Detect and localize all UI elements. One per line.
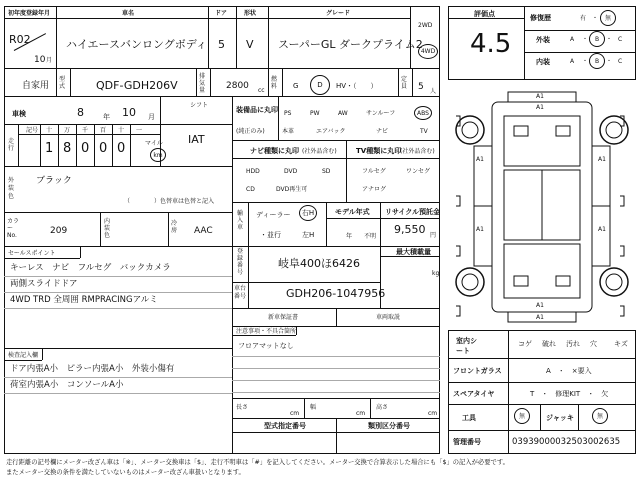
spare-items: T ・ 修理KIT ・ 欠: [530, 390, 609, 398]
fuel-d: D: [317, 81, 323, 89]
tools-circle: [514, 408, 530, 424]
digit-place-label: 千: [82, 127, 89, 134]
mile-unit: マイル: [145, 140, 163, 147]
reg-month-unit: 月: [46, 57, 53, 64]
displacement-label: 排気量: [199, 73, 206, 94]
equip-item: PS: [284, 110, 292, 117]
damage-label-a1: A1: [536, 104, 544, 111]
digit-place-label: 十: [46, 127, 53, 134]
damage-diagram: [448, 86, 636, 326]
tv-sub: (社外品含む): [400, 148, 435, 155]
model-year-unknown: 不明: [364, 233, 377, 240]
nav-sub: (社外品含む): [302, 148, 337, 155]
equip-item: AW: [338, 110, 348, 117]
sales-line: キーレス ナビ フルセグ バックカメラ: [10, 263, 171, 273]
yen-unit: 円: [430, 232, 437, 239]
fuel-hv: HV・（ ）: [336, 82, 378, 90]
exterior-grade-label: 外装: [536, 36, 550, 44]
grade-sep: ・: [582, 58, 589, 65]
grade-label: グレード: [326, 10, 351, 17]
mgmt-label: 管理番号: [453, 438, 481, 446]
import-dealer: ディーラー: [256, 211, 291, 219]
tv-item: アナログ: [362, 186, 387, 193]
car-name: ハイエースバンロングボディ: [66, 38, 207, 51]
inspector-label: 検査記入欄: [8, 352, 39, 359]
import-label: 輸入車: [237, 210, 244, 231]
model-year-label: モデル年式: [335, 208, 370, 216]
grade-sep: ・: [582, 36, 589, 43]
inspector-rule: [4, 393, 232, 394]
digit-place-label: 百: [100, 127, 107, 134]
mileage-digit: 0: [81, 141, 90, 156]
notes-rule: [232, 392, 440, 393]
nav-item: CD: [246, 186, 255, 193]
digit-divider: [40, 124, 41, 166]
shift-value: IAT: [188, 133, 205, 146]
score-value: 4.5: [470, 29, 512, 59]
nav-item: DVD: [284, 168, 298, 175]
mgmt-number: 0393900003250300263​5: [512, 437, 621, 447]
warranty-label: 新車保証書: [268, 314, 299, 321]
exterior-color: ブラック: [36, 176, 72, 186]
height-label: 高さ: [376, 404, 389, 411]
grade-letter: A: [570, 36, 575, 43]
taillamp-right: [556, 276, 570, 286]
footer-line2: またメーター交換の条件を満たしていないものはメーター改ざん車扱いとなります。: [6, 469, 245, 476]
notes-label: 注意事項・不具合箇所: [236, 328, 297, 335]
tools-label: 工具: [462, 414, 476, 422]
damage-label-a1: A1: [476, 156, 484, 163]
handle-left: 左H: [302, 231, 315, 239]
colorno-label: カラーNo.: [7, 218, 20, 239]
car-hood-panel: [504, 116, 580, 166]
doors: 5: [218, 38, 225, 51]
inspection-label: 車検: [12, 110, 26, 118]
manual-label: 車両取説: [376, 314, 401, 321]
repair-yes: 有: [580, 15, 587, 22]
exterior-note: （ ）色替車は色替と記入: [124, 198, 215, 205]
equip-item: 本革: [282, 128, 295, 135]
side-bracket-icon: [456, 306, 460, 316]
inspector-line: ドア内張A小 ピラー内張A小 外装小傷有: [10, 364, 175, 374]
inspection-month-unit: 月: [148, 113, 155, 121]
handle-right-circle: [299, 205, 317, 221]
car-diagram-svg: [448, 86, 636, 326]
seat-item: キズ: [614, 340, 628, 348]
digit-divider: [130, 124, 131, 166]
abs-circle: [414, 106, 432, 120]
tv-item: ワンセグ: [406, 168, 431, 175]
nav-item: HDD: [246, 168, 260, 175]
use-type: 自家用: [22, 81, 50, 91]
notes-rule: [232, 368, 440, 369]
registration-number: 岐阜400ほ6426: [278, 257, 360, 270]
nav-title: ナビ種類に丸印: [250, 147, 299, 155]
fuel-label: 燃料: [271, 76, 278, 90]
colorno-value: 209: [50, 226, 68, 236]
glass-items: A ・ ×要入: [546, 367, 592, 375]
grade-b-circle: [589, 31, 605, 47]
reg-month: 10: [34, 55, 46, 65]
wheel-hub-icon: [462, 274, 478, 290]
footer-line1: 走行距離の記号欄にメーター改ざん車は「※」、メーター交換車は「$」、走行不明車は「#」を記入してください。メーター交換で合算表示した場合にも「$」の記入が必要です。: [6, 459, 509, 466]
shape: V: [246, 38, 254, 51]
grade-letter: A: [570, 58, 575, 65]
doors-label: ドア: [215, 10, 227, 17]
seat-item: コゲ: [518, 340, 532, 348]
drive-2wd: 2WD: [418, 22, 433, 29]
repair-sep: ・: [592, 15, 599, 22]
tv-item: フルセグ: [362, 168, 386, 175]
nav-item: SD: [322, 168, 331, 175]
damage-label-a1: A1: [476, 226, 484, 233]
digit-divider: [76, 124, 77, 166]
equip-item: サンルーフ: [366, 110, 396, 117]
glass-label: フロントガラス: [453, 367, 502, 375]
type-number-label: 型式指定番号: [264, 422, 306, 430]
wheel-icon: [456, 268, 484, 296]
sales-rule: [4, 292, 232, 293]
mileage-digit: 1: [45, 141, 54, 156]
wheel-hub-icon: [606, 122, 622, 138]
sales-rule: [4, 308, 232, 309]
inspection-year: 8: [77, 106, 84, 119]
km-circle: [150, 148, 166, 162]
repair-no-circle: [600, 10, 616, 26]
seat-item: 破れ: [542, 340, 556, 348]
headlamp-right: [556, 126, 570, 136]
repair-no: 無: [604, 14, 611, 22]
grade-letter: C: [618, 36, 623, 43]
digit-place-label: 十: [118, 127, 125, 134]
equip-item: TV: [420, 128, 428, 135]
displacement: 2800: [226, 81, 249, 91]
nav-item: DVD再生可: [276, 186, 308, 193]
notes-rule: [232, 356, 440, 357]
recycle-label: リサイクル預託金: [385, 208, 441, 216]
km-unit: km: [153, 151, 163, 159]
taillamp-left: [514, 276, 528, 286]
side-bracket-icon: [456, 246, 460, 256]
inspector-line: 荷室内張A小 コンソールA小: [10, 380, 124, 390]
drive-4wd: 4WD: [420, 48, 436, 55]
side-bracket-icon: [456, 196, 460, 206]
width-label: 幅: [310, 404, 317, 411]
fuel-g: G: [293, 82, 299, 90]
equip-item: ナビ: [376, 128, 389, 135]
digit-divider: [112, 124, 113, 166]
grade-letter: C: [618, 58, 623, 65]
handle-right: 右H: [301, 209, 315, 217]
digit-place-label: 一: [136, 127, 143, 134]
model-label: 型式: [59, 76, 66, 90]
side-bracket-icon: [620, 246, 624, 256]
digit-place-label: 万: [64, 127, 71, 134]
width-cm: cm: [356, 410, 366, 417]
mileage-digit: 8: [63, 141, 72, 156]
grade-sep: ・: [606, 58, 613, 65]
mileage-label: 走行: [8, 138, 15, 152]
repair-label: 修復歴: [530, 14, 551, 22]
capacity-unit: 人: [430, 88, 437, 95]
exterior-label: 外装色: [8, 177, 15, 200]
length-label: 長さ: [236, 404, 249, 411]
wheel-hub-icon: [462, 122, 478, 138]
ac-label: 冷房: [171, 220, 178, 234]
tools-value: 無: [518, 412, 525, 420]
chassis-number: GDH206-1047956: [286, 287, 386, 300]
model-year-unit: 年: [346, 233, 353, 240]
import-parallel: ・並行: [260, 231, 281, 239]
seat-item: 穴: [590, 340, 597, 348]
equipment-label: 装備品に丸印: [236, 106, 278, 114]
mileage-digit: 0: [99, 141, 108, 156]
digit-divider: [58, 124, 59, 166]
grade-letter: B: [594, 57, 600, 65]
inspector-rule: [4, 377, 232, 378]
model-code: QDF-GDH206V: [96, 79, 178, 92]
notes-rule: [232, 380, 440, 381]
score-label: 評価点: [474, 10, 495, 18]
sales-line: 4WD TRD 全周囲 RMPRACINGアルミ: [10, 295, 158, 305]
fuel-d-circle: [310, 75, 330, 95]
registration-label: 登録番号: [237, 248, 244, 276]
tv-title: TV種類に丸印: [356, 147, 402, 155]
damage-label-a1: A1: [536, 302, 544, 309]
side-bracket-icon: [620, 306, 624, 316]
recycle-value: 9,550: [394, 223, 426, 236]
cc-unit: cc: [258, 87, 265, 94]
equip-item: エアバック: [316, 128, 346, 135]
kg-unit: kg: [432, 270, 440, 277]
grade-letter: B: [594, 35, 600, 43]
equipment-sublabel: (純正のみ): [236, 128, 265, 135]
grade-b-circle: [589, 53, 605, 69]
height-cm: cm: [428, 410, 438, 417]
spare-label: スペアタイヤ: [453, 390, 495, 398]
damage-label-a1: A1: [598, 156, 606, 163]
jack-value: 無: [596, 412, 603, 420]
mileage-digit: 0: [117, 141, 126, 156]
inspection-month: 10: [122, 106, 136, 119]
jack-label: ジャッキ: [546, 414, 574, 422]
shape-label: 形状: [244, 10, 257, 17]
reg-year-label: 初年度登録年月: [8, 10, 51, 17]
car-name-label: 車名: [122, 10, 135, 17]
length-cm: cm: [290, 410, 300, 417]
seat-item: 汚れ: [566, 340, 580, 348]
grade: スーパーGL ダークプライム2: [278, 38, 423, 51]
digits-label: 記号: [26, 127, 39, 134]
headlamp-left: [514, 126, 528, 136]
equip-abs: ABS: [417, 109, 429, 117]
car-rear-panel: [504, 244, 580, 298]
capacity: 5: [418, 82, 424, 92]
sales-rule: [4, 276, 232, 277]
jack-circle: [592, 408, 608, 424]
digit-divider: [94, 124, 95, 166]
damage-label-a1: A1: [598, 226, 606, 233]
damage-label-a1: A1: [536, 93, 544, 100]
class-number-label: 類別区分番号: [368, 422, 410, 430]
sales-label: セールスポイント: [8, 250, 56, 257]
max-load-label: 最大積載量: [396, 248, 431, 256]
equip-item: PW: [310, 110, 320, 117]
chassis-label: 車台番号: [234, 285, 247, 300]
ac-value: AAC: [194, 226, 213, 236]
inspection-year-unit: 年: [103, 113, 110, 121]
wheel-hub-icon: [606, 274, 622, 290]
seat-label: 室内シート: [456, 337, 477, 355]
interior-grade-label: 内装: [536, 58, 550, 66]
side-bracket-icon: [620, 196, 624, 206]
notes-text: フロアマットなし: [238, 342, 294, 350]
damage-label-a1: A1: [536, 314, 544, 321]
sales-line: 両側スライドドア: [10, 279, 78, 289]
interior-color-label: 内装色: [104, 218, 111, 239]
capacity-label: 定員: [401, 76, 408, 90]
reg-year: R02: [9, 33, 31, 46]
grade-sep: ・: [606, 36, 613, 43]
wheel-icon: [600, 268, 628, 296]
shift-label: シフト: [190, 102, 209, 109]
